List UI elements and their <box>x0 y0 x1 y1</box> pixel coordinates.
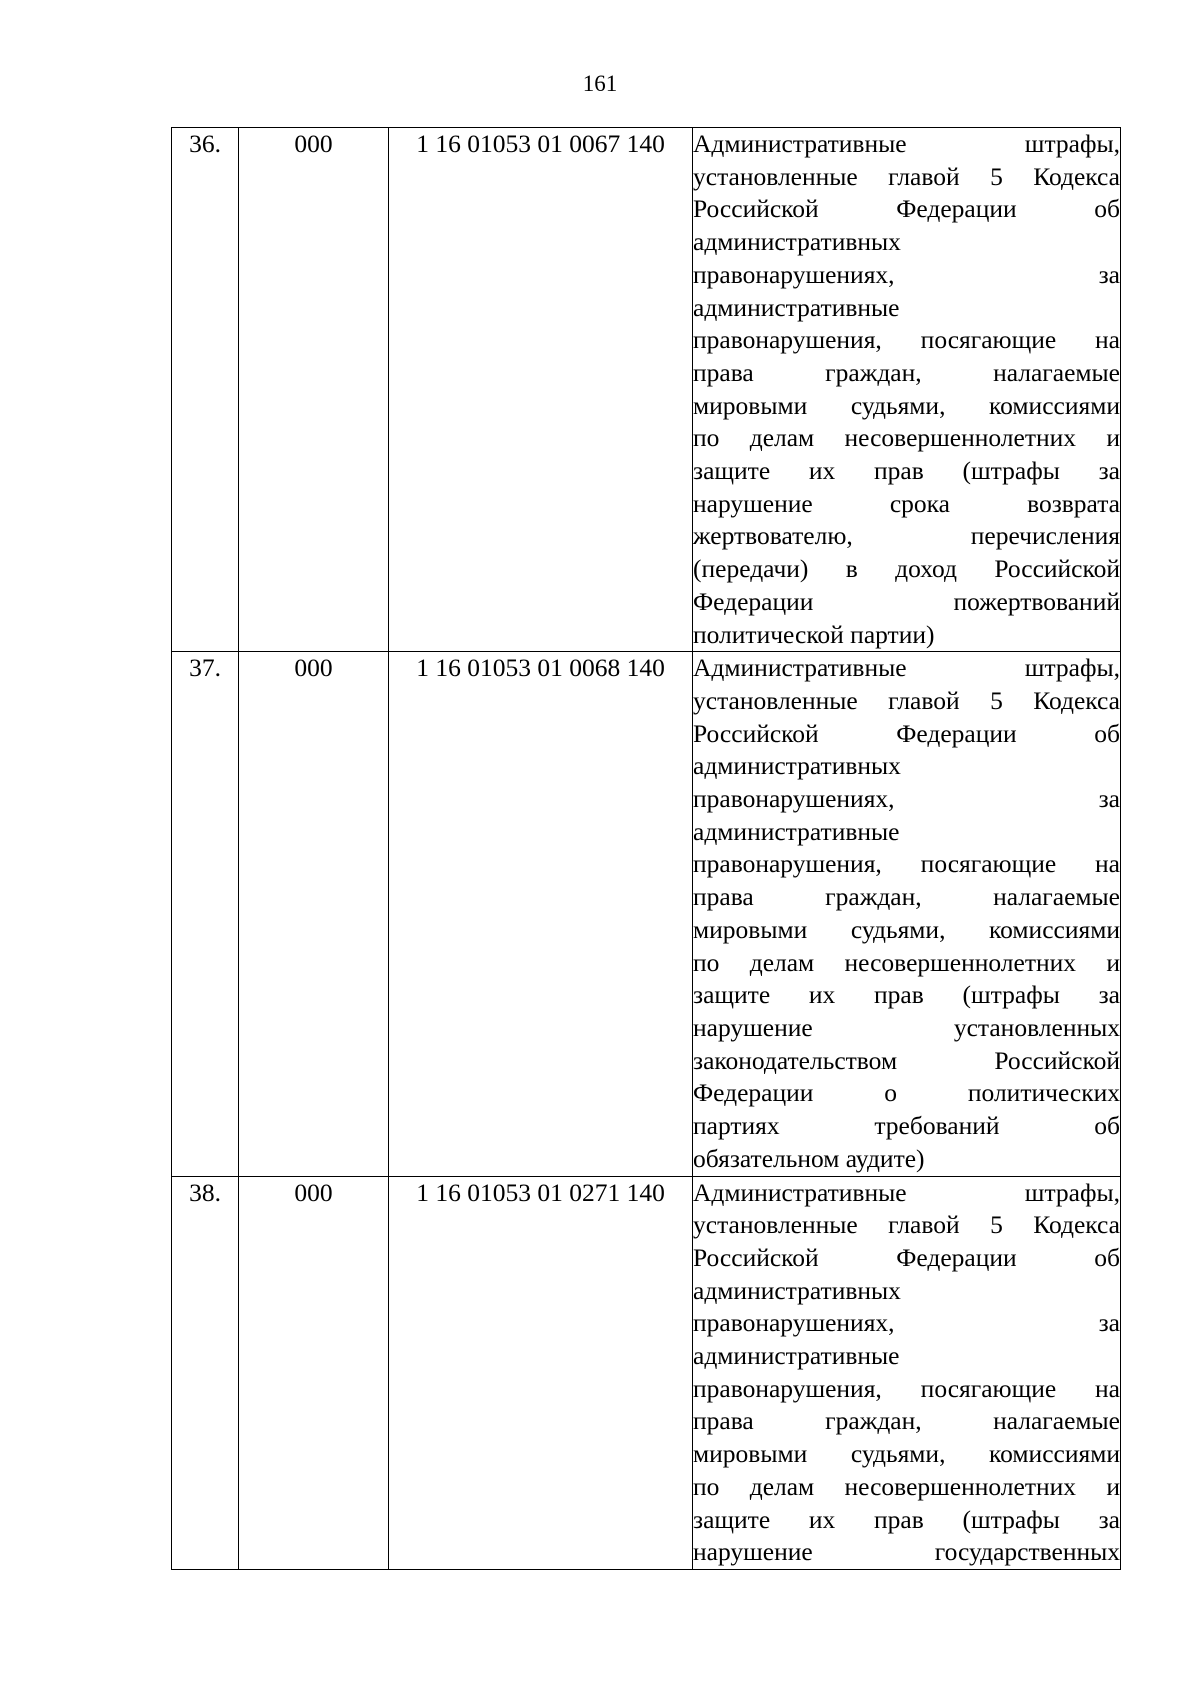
description-line: административные <box>693 816 900 846</box>
description-line: обязательном аудите) <box>693 1143 925 1173</box>
row-number: 37. <box>172 652 239 1176</box>
description-line: правонарушения, посягающие на <box>693 849 1120 879</box>
kbk-code: 1 16 01053 01 0067 140 <box>389 128 693 652</box>
description <box>693 652 1121 1176</box>
description-line: правонарушениях, за <box>693 1308 1120 1338</box>
description-line: права граждан, налагаемые <box>693 1406 1120 1436</box>
description-line: защите их прав (штрафы за <box>693 980 1120 1010</box>
description-line: по делам несовершеннолетних и <box>693 947 1120 977</box>
description-line: по делам несовершеннолетних и <box>693 1471 1120 1501</box>
description-line: административных <box>693 1275 901 1305</box>
description-line: по делам несовершеннолетних и <box>693 423 1120 453</box>
description-line: (передачи) в доход Российской <box>693 554 1120 584</box>
description-line: Административные штрафы, <box>693 653 1120 683</box>
kbk-code: 1 16 01053 01 0271 140 <box>389 1176 693 1569</box>
description-line: мировыми судьями, комиссиями <box>693 390 1120 420</box>
kbk-code: 1 16 01053 01 0068 140 <box>389 652 693 1176</box>
table-row <box>172 652 1121 1176</box>
description-line: административных <box>693 227 901 257</box>
description-line: административные <box>693 292 900 322</box>
description-line: Административные штрафы, <box>693 1177 1120 1207</box>
description-line: Федерации о политических <box>693 1078 1120 1108</box>
description-line: партиях требований об <box>693 1111 1120 1141</box>
description-line: нарушение государственных <box>693 1537 1120 1567</box>
row-number: 36. <box>172 128 239 652</box>
description-line: установленные главой 5 Кодекса <box>693 685 1120 715</box>
description-line: Федерации пожертвований <box>693 586 1120 616</box>
description-line: права граждан, налагаемые <box>693 882 1120 912</box>
description-line: Российской Федерации об <box>693 1242 1120 1272</box>
description-line: правонарушениях, за <box>693 784 1120 814</box>
description-line: Российской Федерации об <box>693 718 1120 748</box>
description-line: Административные штрафы, <box>693 129 1120 158</box>
description-line: правонарушениях, за <box>693 259 1120 289</box>
description-line: правонарушения, посягающие на <box>693 1373 1120 1403</box>
description-line: политической партии) <box>693 619 935 649</box>
table-row <box>172 1176 1121 1569</box>
description-line: мировыми судьями, комиссиями <box>693 914 1120 944</box>
description-line: административных <box>693 751 901 781</box>
description-line: защите их прав (штрафы за <box>693 456 1120 486</box>
description <box>693 1176 1121 1569</box>
admin-code: 000 <box>239 652 389 1176</box>
row-number: 38. <box>172 1176 239 1569</box>
description-line: защите их прав (штрафы за <box>693 1504 1120 1534</box>
kbk-table <box>171 127 1121 1570</box>
description-line: нарушение установленных <box>693 1012 1120 1042</box>
description-line: жертвователю, перечисления <box>693 521 1120 551</box>
description-line: права граждан, налагаемые <box>693 357 1120 387</box>
description-line: правонарушения, посягающие на <box>693 325 1120 355</box>
description-line: административные <box>693 1341 900 1371</box>
description-line: установленные главой 5 Кодекса <box>693 1210 1120 1240</box>
admin-code: 000 <box>239 128 389 652</box>
table-row <box>172 128 1121 652</box>
description-line: законодательством Российской <box>693 1045 1120 1075</box>
admin-code: 000 <box>239 1176 389 1569</box>
description <box>693 128 1121 652</box>
description-line: Российской Федерации об <box>693 194 1120 224</box>
description-line: установленные главой 5 Кодекса <box>693 161 1120 191</box>
page-number: 161 <box>582 71 618 96</box>
description-line: нарушение срока возврата <box>693 488 1120 518</box>
description-line: мировыми судьями, комиссиями <box>693 1439 1120 1469</box>
